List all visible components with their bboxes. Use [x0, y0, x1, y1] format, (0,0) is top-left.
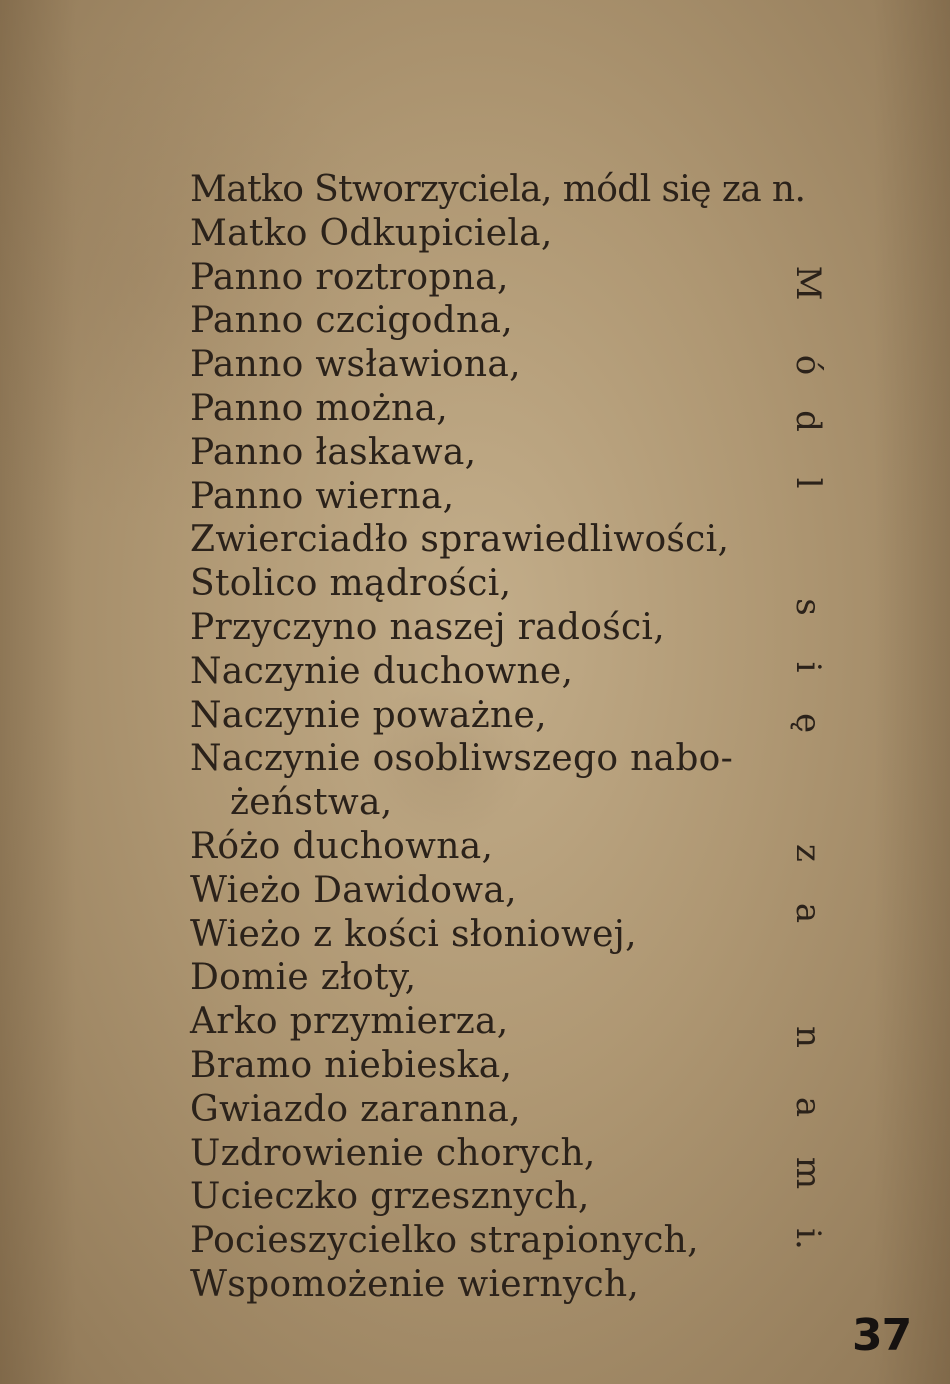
litany-line: Różo duchowna, [190, 825, 494, 867]
litany-line: Panno łaskawa, [190, 431, 477, 473]
litany-line: Wieżo Dawidowa, [190, 869, 517, 911]
response-letter: s [788, 598, 828, 616]
litany-line: Panno wierna, [190, 475, 455, 517]
litany-line: Panno czcigodna, [190, 300, 514, 342]
litany-line: Zwierciadło sprawiedliwości, [190, 519, 730, 561]
litany-line: Panno wsławiona, [190, 344, 521, 386]
litany-line: żeństwa, [230, 782, 393, 824]
response-letter: l [788, 477, 828, 489]
litany-line: Matko Odkupiciela, [190, 212, 553, 254]
litany-line: Domie złoty, [190, 957, 417, 999]
litany-line: Gwiazdo zaranna, [190, 1088, 521, 1130]
response-letter: i. [788, 1228, 828, 1250]
response-letter: a [788, 1096, 828, 1118]
response-letter: d [788, 410, 828, 432]
litany-line: Panno można, [190, 387, 449, 429]
litany-line: Ucieczko grzesznych, [190, 1176, 590, 1218]
litany-line: Panno roztropna, [190, 256, 509, 298]
response-letter: n [788, 1026, 828, 1048]
litany-text [190, 168, 806, 1307]
litany-line: Bramo niebieska, [190, 1044, 513, 1086]
litany-line: Naczynie osobliwszego nabo- [190, 738, 734, 780]
response-letter: M [788, 265, 828, 301]
litany-line: Naczynie poważne, [190, 694, 547, 736]
response-letter: i [788, 661, 828, 673]
litany-line: Pocieszycielko strapionych, [190, 1220, 699, 1262]
response-letter: m [788, 1156, 828, 1190]
litany-line: Wspomożenie wiernych, [190, 1263, 640, 1305]
response-letter: ó [788, 354, 828, 376]
response-letter: ę [788, 712, 828, 734]
page-number: 37 [852, 1310, 912, 1361]
litany-line: Wieżo z kości słoniowej, [190, 913, 637, 955]
litany-line: Przyczyno naszej radości, [190, 606, 665, 648]
litany-line: Arko przymierza, [190, 1001, 509, 1043]
litany-line: Naczynie duchowne, [190, 650, 574, 692]
litany-line: Matko Stworzyciela, módl się za n. [190, 169, 806, 210]
response-letter: a [788, 902, 828, 924]
litany-line: Stolico mądrości, [190, 563, 512, 605]
response-letter: z [788, 844, 828, 862]
litany-line: Uzdrowienie chorych, [190, 1132, 596, 1174]
